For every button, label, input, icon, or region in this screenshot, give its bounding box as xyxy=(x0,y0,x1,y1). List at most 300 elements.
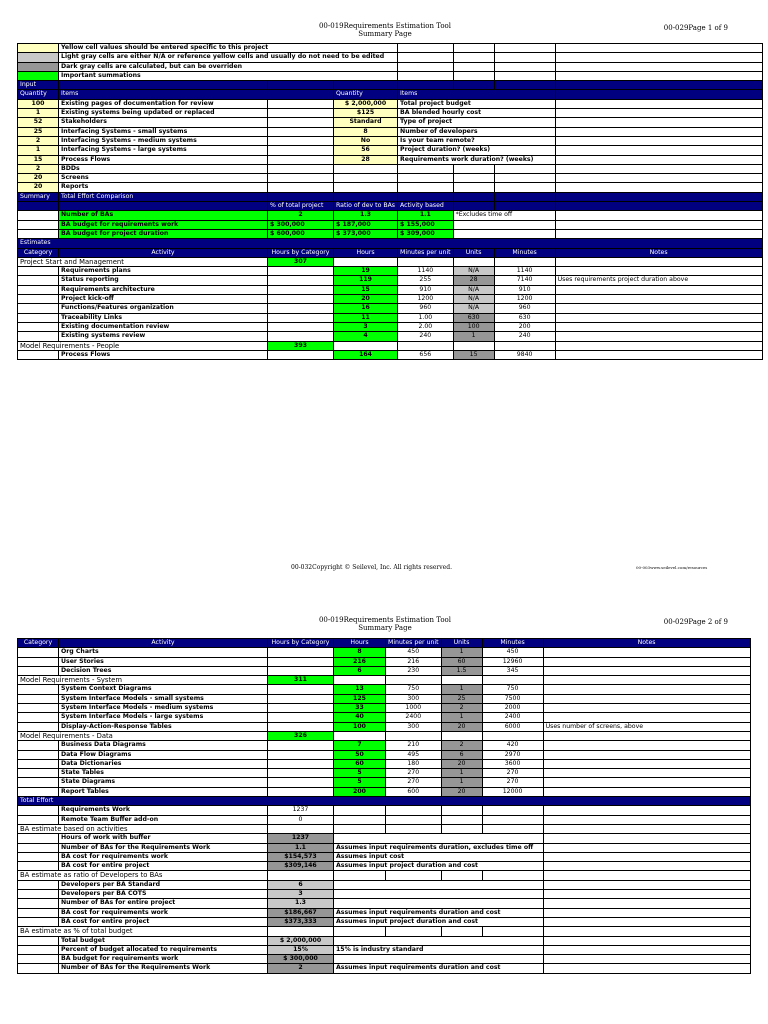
empty-cell xyxy=(18,955,59,964)
activity-name: Project kick-off xyxy=(59,295,268,304)
input-item: Project duration? (weeks) xyxy=(398,146,556,155)
empty-cell xyxy=(555,118,762,127)
activity-units: 2 xyxy=(441,704,482,713)
summary-activity: $ 155,000 xyxy=(398,220,454,229)
empty-cell xyxy=(555,257,762,266)
empty-cell xyxy=(268,759,334,768)
empty-cell xyxy=(494,174,555,183)
total-effort-row xyxy=(18,815,751,824)
ba-estimate-row xyxy=(18,834,751,843)
ba-estimate-row xyxy=(18,890,751,899)
activity-units: 60 xyxy=(441,657,482,666)
category-row xyxy=(18,731,751,740)
empty-cell xyxy=(555,229,762,238)
empty-cell xyxy=(494,62,555,71)
empty-cell xyxy=(386,676,442,685)
empty-cell xyxy=(555,90,762,99)
input-item: Screens xyxy=(59,174,268,183)
activity-minutes-per-unit: 180 xyxy=(386,759,442,768)
summary-ratio-header: Ratio of dev to BAs xyxy=(334,202,398,211)
input-item: Total project budget xyxy=(398,99,556,108)
activity-units: 15 xyxy=(453,350,494,359)
activity-row xyxy=(18,648,751,657)
input-quantity: 20 xyxy=(18,174,59,183)
input-quantity: 15 xyxy=(18,155,59,164)
activity-name: System Interface Models - medium systems xyxy=(59,704,268,713)
activity-row xyxy=(18,313,763,322)
activity-name: Data Dictionaries xyxy=(59,759,268,768)
empty-cell xyxy=(18,694,59,703)
activity-notes xyxy=(543,759,750,768)
summary-header-row xyxy=(18,202,763,211)
ba-estimate-note: 15% is industry standard xyxy=(334,945,544,954)
empty-cell xyxy=(18,713,59,722)
ba-estimate-label: BA cost for requirements work xyxy=(59,908,268,917)
empty-cell xyxy=(555,174,762,183)
activity-minutes: 6000 xyxy=(482,722,543,731)
activity-minutes: 2000 xyxy=(482,704,543,713)
footer-url[interactable]: 00-003www.seilevel.com/resources xyxy=(636,565,708,570)
total-effort-row xyxy=(18,806,751,815)
empty-cell xyxy=(494,71,555,80)
empty-cell xyxy=(398,341,454,350)
activity-notes xyxy=(555,350,762,359)
empty-cell xyxy=(268,276,334,285)
input-item: Interfacing Systems - medium systems xyxy=(59,136,268,145)
activity-name: Decision Trees xyxy=(59,666,268,675)
summary-pct-header: % of total project xyxy=(268,202,334,211)
activity-minutes: 240 xyxy=(494,332,555,341)
empty-cell xyxy=(398,192,454,201)
summary-pct: $ 300,000 xyxy=(268,220,334,229)
activity-minutes-per-unit: 1000 xyxy=(386,704,442,713)
ba-estimate-label: BA cost for entire project xyxy=(59,862,268,871)
ba-estimate-label: Hours of work with buffer xyxy=(59,834,268,843)
activity-hours: 11 xyxy=(334,313,398,322)
activity-minutes: 1140 xyxy=(494,267,555,276)
activity-row xyxy=(18,322,763,331)
input-row xyxy=(18,118,763,127)
empty-cell xyxy=(18,852,59,861)
activity-row xyxy=(18,722,751,731)
total-effort-value: 1237 xyxy=(268,806,334,815)
header-hours-by-category: Hours by Category xyxy=(268,248,334,257)
activity-units: 100 xyxy=(453,322,494,331)
legend-swatch xyxy=(18,71,59,80)
input-items-header: Items xyxy=(59,90,334,99)
activity-name: Existing systems review xyxy=(59,332,268,341)
summary-activity-header: Activity based xyxy=(398,202,454,211)
empty-cell xyxy=(441,824,482,833)
activity-minutes: 9840 xyxy=(494,350,555,359)
empty-cell xyxy=(453,183,494,192)
empty-cell xyxy=(334,174,398,183)
empty-cell xyxy=(18,806,59,815)
activity-units: 1 xyxy=(453,332,494,341)
empty-cell xyxy=(268,694,334,703)
activity-name: Display-Action-Response Tables xyxy=(59,722,268,731)
empty-cell xyxy=(453,192,494,201)
activity-row xyxy=(18,267,763,276)
empty-cell xyxy=(334,257,398,266)
activity-hours: 6 xyxy=(334,666,386,675)
activity-row xyxy=(18,750,751,759)
input-quantity: 1 xyxy=(18,109,59,118)
empty-cell xyxy=(18,899,59,908)
empty-cell xyxy=(555,44,762,53)
activity-notes xyxy=(555,295,762,304)
ba-estimate-value: $154,573 xyxy=(268,852,334,861)
activity-name: Traceability Links xyxy=(59,313,268,322)
ba-estimate-value: 6 xyxy=(268,880,334,889)
total-effort-value: 0 xyxy=(268,815,334,824)
empty-cell xyxy=(268,657,334,666)
empty-cell xyxy=(398,81,454,90)
category-label: Model Requirements - People xyxy=(18,341,268,350)
header-category: Category xyxy=(18,248,59,257)
empty-cell xyxy=(441,731,482,740)
ba-estimate-note xyxy=(334,936,544,945)
input-row xyxy=(18,164,763,173)
activity-minutes: 3600 xyxy=(482,759,543,768)
activity-minutes-per-unit: 2400 xyxy=(386,713,442,722)
empty-cell xyxy=(441,676,482,685)
activity-minutes: 270 xyxy=(482,769,543,778)
summary-ratio: $ 373,000 xyxy=(334,229,398,238)
input-quantity: 56 xyxy=(334,146,398,155)
empty-cell xyxy=(268,769,334,778)
ba-estimate-note: Assumes input cost xyxy=(334,852,544,861)
input-item: Requirements work duration? (weeks) xyxy=(398,155,556,164)
section-label: BA estimate as ratio of Developers to BAs xyxy=(18,871,268,880)
empty-cell xyxy=(386,927,442,936)
empty-cell xyxy=(18,759,59,768)
input-items-header: Items xyxy=(398,90,556,99)
empty-cell xyxy=(543,964,750,973)
empty-cell xyxy=(543,955,750,964)
input-item: Type of project xyxy=(398,118,556,127)
empty-cell xyxy=(334,676,386,685)
ba-estimate-row xyxy=(18,936,751,945)
ba-estimate-label: Number of BAs for entire project xyxy=(59,899,268,908)
empty-cell xyxy=(18,276,59,285)
activity-minutes: 910 xyxy=(494,285,555,294)
category-row xyxy=(18,257,763,266)
section-label: Total Effort xyxy=(18,797,751,806)
empty-cell xyxy=(543,824,750,833)
empty-cell xyxy=(555,192,762,201)
empty-cell xyxy=(18,657,59,666)
empty-cell xyxy=(18,843,59,852)
empty-cell xyxy=(18,267,59,276)
activity-hours: 3 xyxy=(334,322,398,331)
activity-minutes: 270 xyxy=(482,778,543,787)
activity-minutes: 420 xyxy=(482,741,543,750)
activity-hours: 40 xyxy=(334,713,386,722)
summary-row xyxy=(18,211,763,220)
ba-estimate-row xyxy=(18,908,751,917)
summary-ratio: $ 187,000 xyxy=(334,220,398,229)
activity-minutes-per-unit: 750 xyxy=(386,685,442,694)
activity-hours: 119 xyxy=(334,276,398,285)
empty-cell xyxy=(268,313,334,322)
ba-estimate-row xyxy=(18,945,751,954)
empty-cell xyxy=(18,722,59,731)
activity-notes xyxy=(555,285,762,294)
activity-minutes-per-unit: 270 xyxy=(386,769,442,778)
activity-hours: 13 xyxy=(334,685,386,694)
empty-cell xyxy=(555,99,762,108)
empty-cell xyxy=(453,81,494,90)
activity-units: 630 xyxy=(453,313,494,322)
ba-estimate-row xyxy=(18,862,751,871)
ba-estimate-note xyxy=(334,834,544,843)
empty-cell xyxy=(268,146,334,155)
activity-name: Process Flows xyxy=(59,350,268,359)
input-quantity: $125 xyxy=(334,109,398,118)
activity-name: System Interface Models - large systems xyxy=(59,713,268,722)
activity-name: Requirements plans xyxy=(59,267,268,276)
activity-units: 6 xyxy=(441,750,482,759)
empty-cell xyxy=(334,871,386,880)
category-label: Project Start and Management xyxy=(18,257,268,266)
empty-cell xyxy=(555,211,762,220)
legend-row xyxy=(18,62,763,71)
input-item: Reports xyxy=(59,183,268,192)
activity-minutes: 7500 xyxy=(482,694,543,703)
category-hours: 393 xyxy=(268,341,334,350)
empty-cell xyxy=(268,350,334,359)
activity-row xyxy=(18,276,763,285)
activity-name: Status reporting xyxy=(59,276,268,285)
category-hours: 311 xyxy=(268,676,334,685)
ba-estimate-note xyxy=(334,890,544,899)
activity-minutes-per-unit: 2.00 xyxy=(398,322,454,331)
empty-cell xyxy=(453,341,494,350)
activity-notes xyxy=(543,741,750,750)
ba-budget-label-row xyxy=(18,927,751,936)
activity-units: 20 xyxy=(441,787,482,796)
activity-minutes: 750 xyxy=(482,685,543,694)
empty-cell xyxy=(453,44,494,53)
activity-name: State Diagrams xyxy=(59,778,268,787)
empty-cell xyxy=(453,164,494,173)
activity-minutes-per-unit: 240 xyxy=(398,332,454,341)
empty-cell xyxy=(334,824,386,833)
activity-notes xyxy=(543,778,750,787)
page-title: 00-019Requirements Estimation Tool Summary Page xyxy=(318,616,452,632)
ba-estimate-value: $ 300,000 xyxy=(268,955,334,964)
activity-row xyxy=(18,666,751,675)
activity-row xyxy=(18,787,751,796)
empty-cell xyxy=(555,53,762,62)
ba-estimate-label: Percent of budget allocated to requirements xyxy=(59,945,268,954)
input-header-row xyxy=(18,90,763,99)
summary-title-row xyxy=(18,192,763,201)
empty-cell xyxy=(453,53,494,62)
ba-estimate-note: Assumes input requirements duration and cost xyxy=(334,964,544,973)
empty-cell xyxy=(334,81,398,90)
empty-cell xyxy=(398,174,454,183)
empty-cell xyxy=(18,285,59,294)
activity-minutes-per-unit: 600 xyxy=(386,787,442,796)
ba-estimate-note: Assumes input requirements duration, excludes time off xyxy=(334,843,544,852)
legend-row xyxy=(18,53,763,62)
sheet-page-2 xyxy=(17,638,751,974)
header-activity: Activity xyxy=(59,248,268,257)
activity-hours: 5 xyxy=(334,769,386,778)
empty-cell xyxy=(555,127,762,136)
legend-row xyxy=(18,71,763,80)
empty-cell xyxy=(268,192,334,201)
input-quantity-header: Quantity xyxy=(18,90,59,99)
empty-cell xyxy=(386,731,442,740)
empty-cell xyxy=(494,257,555,266)
ba-estimate-label: BA cost for requirements work xyxy=(59,852,268,861)
ba-ratio-label-row xyxy=(18,871,751,880)
summary-pct: $ 600,000 xyxy=(268,229,334,238)
empty-cell xyxy=(482,871,543,880)
empty-cell xyxy=(268,164,334,173)
activity-minutes: 2970 xyxy=(482,750,543,759)
summary-note: *Excludes time off xyxy=(453,211,555,220)
section-label: BA estimate as % of total budget xyxy=(18,927,268,936)
empty-cell xyxy=(18,964,59,973)
activity-hours: 15 xyxy=(334,285,398,294)
category-hours: 307 xyxy=(268,257,334,266)
empty-cell xyxy=(334,815,386,824)
ba-estimate-value: $309,146 xyxy=(268,862,334,871)
activity-units: 20 xyxy=(441,759,482,768)
empty-cell xyxy=(441,927,482,936)
ba-estimate-label: BA cost for entire project xyxy=(59,917,268,926)
activity-units: 1 xyxy=(441,685,482,694)
summary-row xyxy=(18,229,763,238)
activity-row xyxy=(18,713,751,722)
summary-row-label: Number of BAs xyxy=(59,211,268,220)
section-label: BA estimate based on activities xyxy=(18,824,268,833)
activity-row xyxy=(18,759,751,768)
estimates-header-row xyxy=(18,248,763,257)
empty-cell xyxy=(386,871,442,880)
empty-cell xyxy=(543,731,750,740)
activity-hours: 20 xyxy=(334,295,398,304)
activity-minutes-per-unit: 450 xyxy=(386,648,442,657)
legend-row xyxy=(18,44,763,53)
input-row xyxy=(18,136,763,145)
legend-text: Dark gray cells are calculated, but can be overriden xyxy=(59,62,398,71)
input-item: Interfacing Systems - small systems xyxy=(59,127,268,136)
total-effort-label-row xyxy=(18,797,751,806)
header-minutes: Minutes xyxy=(494,248,555,257)
activity-minutes-per-unit: 495 xyxy=(386,750,442,759)
input-row xyxy=(18,155,763,164)
ba-estimate-value: 15% xyxy=(268,945,334,954)
empty-cell xyxy=(18,220,59,229)
legend-text: Important summations xyxy=(59,71,398,80)
empty-cell xyxy=(453,174,494,183)
input-row xyxy=(18,109,763,118)
summary-note xyxy=(453,220,555,229)
empty-cell xyxy=(268,741,334,750)
activity-row xyxy=(18,350,763,359)
input-quantity: 8 xyxy=(334,127,398,136)
empty-cell xyxy=(268,322,334,331)
activity-notes xyxy=(555,332,762,341)
activity-minutes-per-unit: 230 xyxy=(386,666,442,675)
input-quantity: 2 xyxy=(18,136,59,145)
activity-units: 20 xyxy=(441,722,482,731)
input-quantity: 1 xyxy=(18,146,59,155)
header-hours-by-category: Hours by Category xyxy=(268,639,334,648)
activity-minutes-per-unit: 300 xyxy=(386,694,442,703)
empty-cell xyxy=(334,192,398,201)
activity-hours: 125 xyxy=(334,694,386,703)
activity-minutes-per-unit: 270 xyxy=(386,778,442,787)
activity-row xyxy=(18,741,751,750)
legend-text: Yellow cell values should be entered specific to this project xyxy=(59,44,398,53)
activity-notes: Uses number of screens, above xyxy=(543,722,750,731)
empty-cell xyxy=(555,146,762,155)
empty-cell xyxy=(18,815,59,824)
empty-cell xyxy=(268,778,334,787)
empty-cell xyxy=(398,164,454,173)
ba-estimate-label: Total budget xyxy=(59,936,268,945)
footer-copyright: 00-032Copyright © Seilevel, Inc. All rights reserved. xyxy=(291,564,452,571)
activity-row xyxy=(18,657,751,666)
empty-cell xyxy=(441,806,482,815)
empty-cell xyxy=(268,118,334,127)
activity-name: State Tables xyxy=(59,769,268,778)
empty-cell xyxy=(59,81,268,90)
activity-units: 28 xyxy=(453,276,494,285)
ba-estimate-note xyxy=(334,899,544,908)
activity-notes xyxy=(543,750,750,759)
input-quantity: $ 2,000,000 xyxy=(334,99,398,108)
empty-cell xyxy=(18,666,59,675)
ba-estimate-label: Number of BAs for the Requirements Work xyxy=(59,964,268,973)
input-quantity: 100 xyxy=(18,99,59,108)
input-item: Stakeholders xyxy=(59,118,268,127)
empty-cell xyxy=(453,62,494,71)
ba-estimate-note xyxy=(334,955,544,964)
empty-cell xyxy=(268,155,334,164)
ba-estimate-value: 1237 xyxy=(268,834,334,843)
input-item: BDDs xyxy=(59,164,268,173)
activity-units: 1 xyxy=(441,713,482,722)
empty-cell xyxy=(555,183,762,192)
activity-notes xyxy=(543,685,750,694)
input-item: Is your team remote? xyxy=(398,136,556,145)
empty-cell xyxy=(543,899,750,908)
empty-cell xyxy=(268,871,334,880)
activity-notes xyxy=(543,769,750,778)
activity-name: System Context Diagrams xyxy=(59,685,268,694)
activity-units: 1 xyxy=(441,769,482,778)
input-row xyxy=(18,127,763,136)
empty-cell xyxy=(555,341,762,350)
page-number: 00-029Page 1 of 9 xyxy=(663,24,728,32)
summary-ratio: 1.3 xyxy=(334,211,398,220)
input-row xyxy=(18,146,763,155)
empty-cell xyxy=(268,824,334,833)
summary-note xyxy=(453,229,555,238)
empty-cell xyxy=(543,880,750,889)
empty-cell xyxy=(18,332,59,341)
activity-minutes: 450 xyxy=(482,648,543,657)
input-item: Interfacing Systems - large systems xyxy=(59,146,268,155)
empty-cell xyxy=(453,202,494,211)
